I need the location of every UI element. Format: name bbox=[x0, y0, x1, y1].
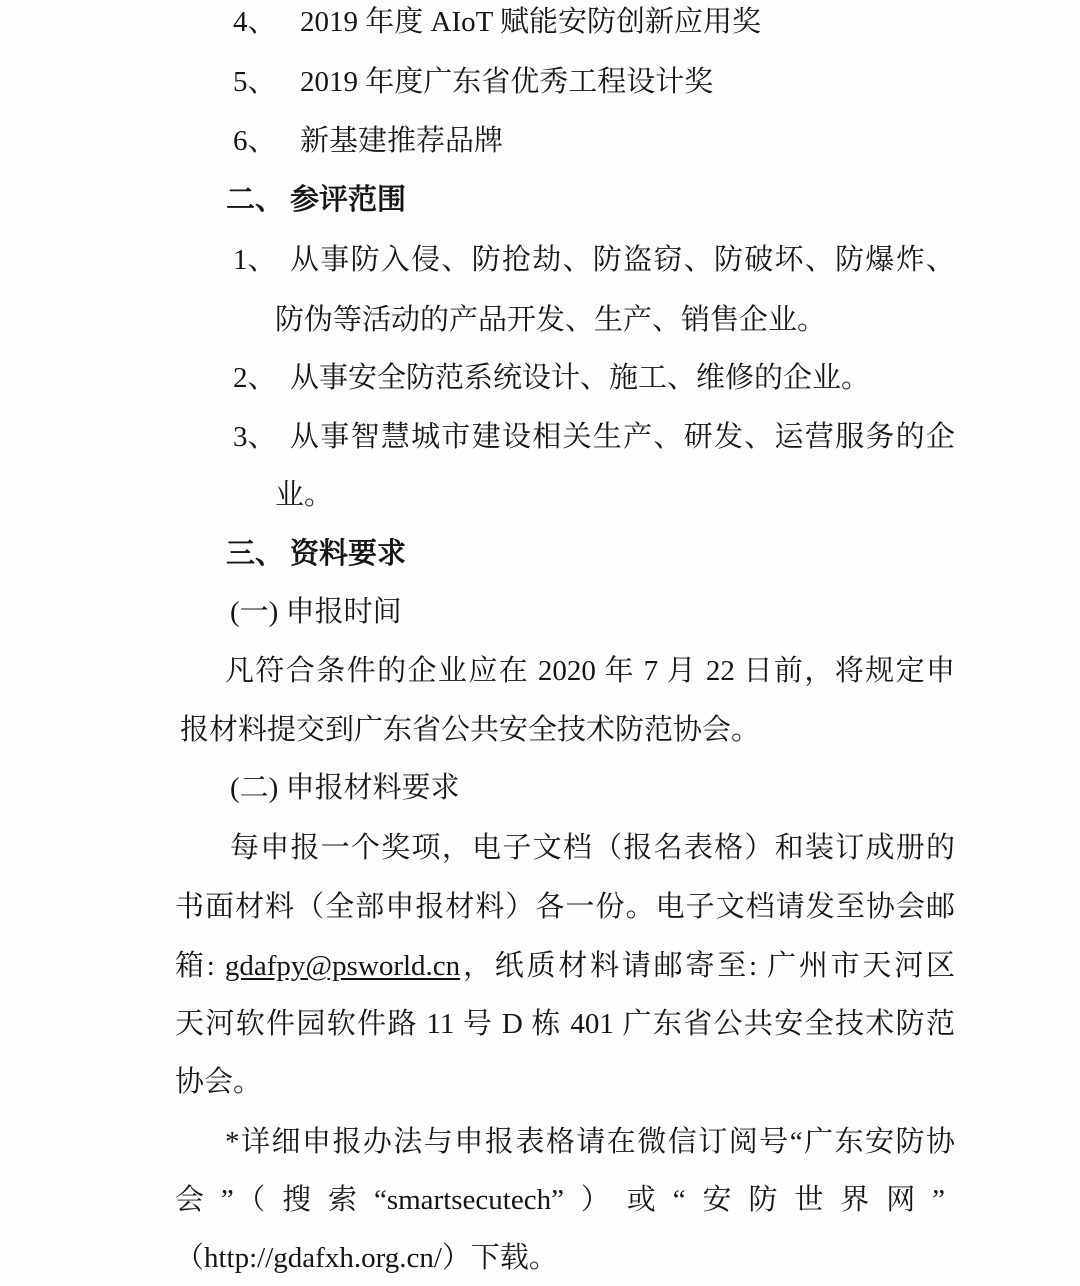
scope-item-number: 2、 bbox=[233, 362, 277, 394]
paragraph-line bbox=[0, 1004, 1080, 1044]
award-item-text: 新基建推荐品牌 bbox=[300, 125, 504, 157]
scope-item-text: 从事安全防范系统设计、施工、维修的企业。 bbox=[290, 362, 871, 394]
award-item bbox=[0, 62, 1080, 102]
scope-item-text: 从事智慧城市建设相关生产、研发、运营服务的企 bbox=[290, 421, 955, 453]
paragraph-line bbox=[0, 828, 1080, 868]
paragraph-line bbox=[0, 1062, 1080, 1102]
scope-item bbox=[0, 240, 1080, 280]
note-line bbox=[0, 1180, 1080, 1220]
scope-item-number: 3、 bbox=[233, 421, 277, 453]
requirements-text: 书面材料（全部申报材料）各一份。电子文档请发至协会邮 bbox=[175, 891, 955, 923]
paragraph-line bbox=[0, 651, 1080, 691]
award-item-number: 4、 bbox=[233, 6, 277, 38]
requirements-text: 箱: bbox=[175, 950, 225, 982]
award-item bbox=[0, 2, 1080, 42]
note-line bbox=[0, 1122, 1080, 1162]
award-item-number: 6、 bbox=[233, 125, 277, 157]
scope-item bbox=[0, 417, 1080, 457]
paragraph-line bbox=[0, 887, 1080, 927]
section-title: 资料要求 bbox=[290, 538, 407, 570]
scope-item-continuation bbox=[0, 475, 1080, 515]
subsection-heading-requirements bbox=[0, 768, 1080, 808]
section-title: 参评范围 bbox=[290, 184, 407, 216]
award-item-text: 2019 年度 AIoT 赋能安防创新应用奖 bbox=[300, 6, 762, 38]
note-text: 会”（搜索“smartsecutech”）或“安防世界网” bbox=[175, 1184, 945, 1216]
paragraph-line bbox=[0, 710, 1080, 750]
deadline-text: 报材料提交到广东省公共安全技术防范协会。 bbox=[180, 714, 761, 746]
note-line bbox=[0, 1238, 1080, 1278]
subsection-heading-deadline bbox=[0, 592, 1080, 632]
scope-item bbox=[0, 358, 1080, 398]
section-number: 三、 bbox=[226, 538, 285, 570]
award-item-text: 2019 年度广东省优秀工程设计奖 bbox=[300, 66, 714, 98]
scope-item-text: 防伪等活动的产品开发、生产、销售企业。 bbox=[275, 304, 827, 336]
requirements-text: 协会。 bbox=[175, 1066, 263, 1098]
award-item bbox=[0, 121, 1080, 161]
subsection-title: (二) 申报材料要求 bbox=[230, 772, 460, 804]
note-text: *详细申报办法与申报表格请在微信订阅号“广东安防协 bbox=[225, 1126, 955, 1158]
subsection-title: (一) 申报时间 bbox=[230, 596, 402, 628]
paragraph-line bbox=[0, 946, 1080, 986]
note-url-text: （http://gdafxh.org.cn/）下载。 bbox=[175, 1242, 558, 1274]
requirements-text: ，纸质材料请邮寄至: 广州市天河区 bbox=[460, 950, 955, 982]
deadline-text: 凡符合条件的企业应在 2020 年 7 月 22 日前，将规定申 bbox=[225, 655, 955, 687]
requirements-text: 天河软件园软件路 11 号 D 栋 401 广东省公共安全技术防范 bbox=[175, 1008, 955, 1040]
requirements-text: 每申报一个奖项，电子文档（报名表格）和装订成册的 bbox=[230, 832, 955, 864]
requirements-email-line bbox=[175, 946, 955, 986]
scope-item-text: 业。 bbox=[275, 479, 334, 511]
award-item-number: 5、 bbox=[233, 66, 277, 98]
email-address: gdafpy@psworld.cn bbox=[224, 950, 461, 982]
scope-item-continuation bbox=[0, 300, 1080, 340]
scope-item-number: 1、 bbox=[233, 244, 277, 276]
section-heading-materials bbox=[0, 534, 1080, 574]
section-heading-scope bbox=[0, 180, 1080, 220]
section-number: 二、 bbox=[226, 184, 285, 216]
scope-item-text: 从事防入侵、防抢劫、防盗窃、防破坏、防爆炸、 bbox=[290, 244, 955, 276]
